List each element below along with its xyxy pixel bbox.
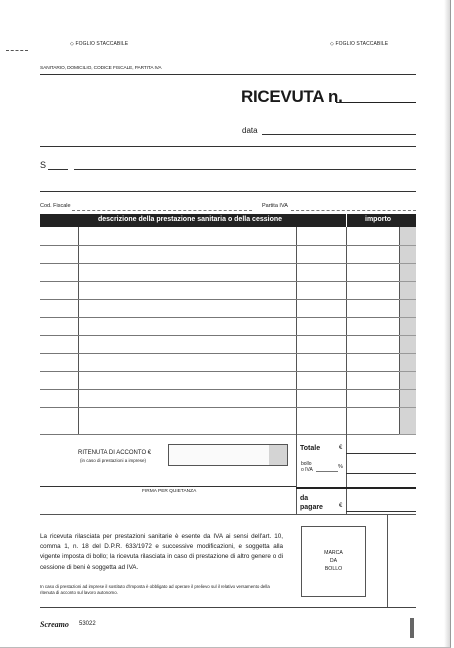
- perforation-label-right: ◇ FOGLIO STACCABILE: [330, 41, 389, 47]
- da-pagare-field[interactable]: [346, 511, 416, 512]
- page-shadow: [444, 0, 450, 647]
- date-label: data: [242, 126, 258, 135]
- ritenuta-note: (in caso di prestazioni a imprese): [80, 458, 147, 463]
- perforation-label-left: ◇ FOGLIO STACCABILE: [70, 41, 129, 47]
- cod-fiscale-field[interactable]: [72, 210, 252, 211]
- recipient-name-field[interactable]: [74, 169, 416, 170]
- col-amount-header: importo: [365, 216, 392, 223]
- recipient-salutation-field[interactable]: [48, 169, 68, 170]
- partita-iva-label: Partita IVA: [262, 203, 288, 209]
- da-pagare-currency: €: [339, 503, 343, 509]
- divider-1: [40, 146, 416, 147]
- section-divider: [40, 514, 416, 515]
- totals-vline: [296, 434, 297, 514]
- da-pagare-label: da pagare: [300, 495, 323, 511]
- cents-row: [399, 353, 416, 354]
- edge-mark: [410, 618, 414, 638]
- totals-divider: [296, 487, 416, 489]
- brand-logo: Screamo: [40, 620, 69, 629]
- table-row[interactable]: [40, 317, 399, 318]
- ritenuta-field[interactable]: [168, 444, 288, 466]
- legal-note: In caso di prestazioni ad imprese il sostituto d'imposta è obbligato ad operare il prelievo sul il relativo versamento della ritenuta di acconto sul lavoro autonomo.: [40, 584, 270, 596]
- table-row[interactable]: [40, 407, 399, 408]
- table-vline-4: [399, 227, 400, 434]
- table-row[interactable]: [40, 281, 399, 282]
- recipient-address-field[interactable]: [40, 191, 416, 192]
- bollo-label: bollo o IVA: [301, 461, 313, 473]
- date-field[interactable]: [262, 134, 416, 135]
- cents-row: [399, 389, 416, 390]
- table-row[interactable]: [40, 263, 399, 264]
- marca-da-bollo-box: [301, 526, 366, 597]
- table-row[interactable]: [40, 335, 399, 336]
- table-row[interactable]: [40, 299, 399, 300]
- totale-field[interactable]: [346, 453, 416, 454]
- bollo-percent-sign: %: [338, 464, 343, 470]
- ritenuta-label: RITENUTA DI ACCONTO €: [78, 450, 152, 456]
- receipt-number-field[interactable]: [336, 102, 416, 103]
- cents-row: [399, 245, 416, 246]
- signature-line[interactable]: [40, 486, 296, 487]
- header-rule: [40, 74, 416, 75]
- header-divider: [346, 214, 347, 227]
- cents-row: [399, 281, 416, 282]
- footer-vline: [387, 514, 388, 607]
- table-vline-2: [296, 227, 297, 434]
- cents-row: [399, 317, 416, 318]
- partita-iva-field[interactable]: [291, 210, 416, 211]
- table-header: [40, 214, 416, 227]
- table-row[interactable]: [40, 389, 399, 390]
- cents-row: [399, 407, 416, 408]
- recipient-s-label: S: [40, 160, 47, 170]
- cents-row: [399, 434, 416, 435]
- cents-row: [399, 299, 416, 300]
- marca-da-bollo-label: MARCA DA BOLLO: [324, 550, 343, 572]
- totals-vline-2: [346, 434, 347, 514]
- totale-label: Totale: [300, 445, 321, 452]
- product-code: 53022: [79, 621, 96, 627]
- ritenuta-cents-cell: [269, 445, 287, 465]
- bollo-percent-field[interactable]: [316, 471, 338, 472]
- cents-row: [399, 263, 416, 264]
- cod-fiscale-label: Cod. Fiscale: [40, 203, 71, 209]
- table-row[interactable]: [40, 245, 399, 246]
- table-vline-1: [78, 227, 79, 434]
- perforation-mark: [6, 50, 28, 51]
- table-vline-3: [346, 227, 347, 434]
- receipt-title: RICEVUTA n.: [241, 87, 343, 106]
- table-row[interactable]: [40, 353, 399, 354]
- totale-currency: €: [339, 445, 343, 451]
- footer-bottom-rule: [40, 607, 416, 608]
- legal-paragraph: La ricevuta rilasciata per prestazioni sanitarie è esente da IVA ai sensi dell'art. 10, comma 1, n. 18 del D.P.R. 633/1972 e successive modificazioni, e soggetta alla vigente imposta di bollo; la ricevuta rilasciata in caso di prestazione di altro genere o di cessione di beni è soggetta ad IVA.: [40, 533, 283, 571]
- firma-label: FIRMA PER QUIETANZA: [142, 489, 197, 494]
- cents-row: [399, 371, 416, 372]
- col-description-header: descrizione della prestazione sanitaria o della cessione: [98, 216, 283, 223]
- bollo-field[interactable]: [346, 473, 416, 474]
- table-row[interactable]: [40, 371, 399, 372]
- cents-column: [399, 227, 416, 434]
- sanitario-label: SANITARIO, DOMICILIO, CODICE FISCALE, PARTITA IVA: [40, 66, 162, 71]
- cents-row: [399, 335, 416, 336]
